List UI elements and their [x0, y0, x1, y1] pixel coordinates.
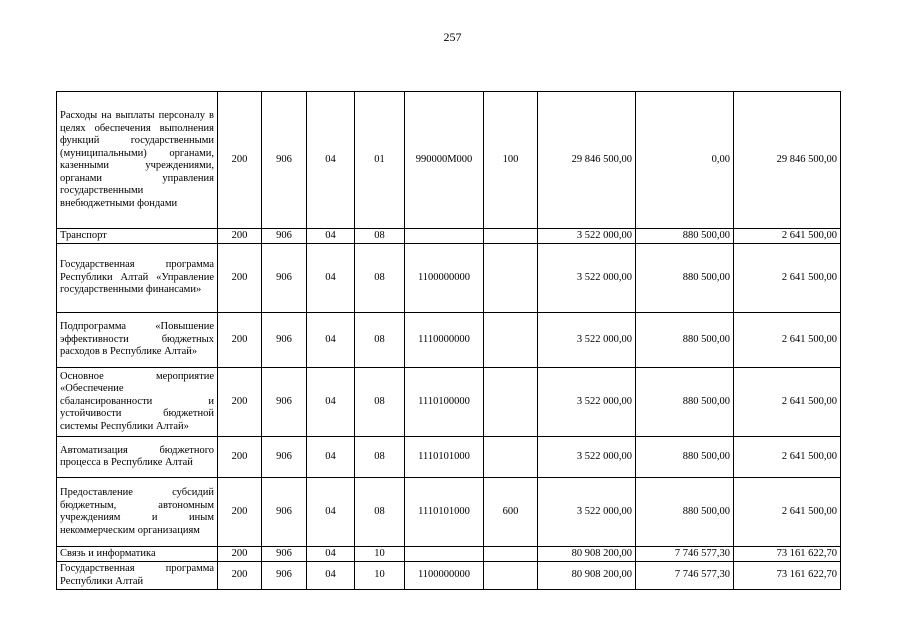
cell-pr: 08 [355, 368, 405, 437]
cell-rz: 04 [307, 368, 355, 437]
cell-rz: 04 [307, 244, 355, 313]
cell-col3: 73 161 622,70 [734, 562, 841, 590]
row-name: Автоматизация бюджетного процесса в Республике Алтай [57, 437, 218, 478]
cell-col2: 0,00 [636, 92, 734, 229]
cell-vr [484, 562, 538, 590]
cell-col3: 2 641 500,00 [734, 244, 841, 313]
cell-total: 80 908 200,00 [538, 562, 636, 590]
cell-col2: 7 746 577,30 [636, 547, 734, 562]
cell-grbs: 200 [218, 313, 262, 368]
table-row [57, 478, 841, 547]
cell-grbs: 200 [218, 547, 262, 562]
cell-rz: 04 [307, 437, 355, 478]
cell-col2: 880 500,00 [636, 244, 734, 313]
cell-ved: 906 [262, 92, 307, 229]
cell-grbs: 200 [218, 562, 262, 590]
cell-ved: 906 [262, 244, 307, 313]
cell-col2: 880 500,00 [636, 368, 734, 437]
cell-csr: 1110101000 [405, 478, 484, 547]
page-number: 257 [443, 30, 462, 44]
cell-grbs: 200 [218, 478, 262, 547]
cell-csr: 1110000000 [405, 313, 484, 368]
cell-pr: 10 [355, 562, 405, 590]
cell-ved: 906 [262, 313, 307, 368]
cell-total: 3 522 000,00 [538, 229, 636, 244]
row-name: Предоставление субсидий бюджетным, автономным учреждениям и иным некоммерческим организациям [57, 478, 218, 547]
cell-rz: 04 [307, 547, 355, 562]
cell-ved: 906 [262, 547, 307, 562]
cell-col2: 880 500,00 [636, 437, 734, 478]
table-row [57, 92, 841, 229]
cell-col3: 2 641 500,00 [734, 437, 841, 478]
cell-ved: 906 [262, 368, 307, 437]
cell-col3: 2 641 500,00 [734, 229, 841, 244]
cell-csr: 1100000000 [405, 244, 484, 313]
cell-pr: 08 [355, 313, 405, 368]
cell-grbs: 200 [218, 244, 262, 313]
cell-col2: 880 500,00 [636, 313, 734, 368]
cell-col3: 2 641 500,00 [734, 313, 841, 368]
cell-ved: 906 [262, 478, 307, 547]
row-name: Подпрограмма «Повышение эффективности бюджетных расходов в Республике Алтай» [57, 313, 218, 368]
cell-total: 3 522 000,00 [538, 437, 636, 478]
cell-ved: 906 [262, 229, 307, 244]
cell-pr: 08 [355, 437, 405, 478]
cell-rz: 04 [307, 92, 355, 229]
cell-vr [484, 368, 538, 437]
cell-vr: 100 [484, 92, 538, 229]
table-row [57, 368, 841, 437]
cell-ved: 906 [262, 562, 307, 590]
cell-csr: 1110100000 [405, 368, 484, 437]
table-row [57, 229, 841, 244]
cell-total: 80 908 200,00 [538, 547, 636, 562]
cell-col3: 2 641 500,00 [734, 368, 841, 437]
table-row [57, 313, 841, 368]
cell-vr [484, 313, 538, 368]
table-row [57, 244, 841, 313]
cell-vr [484, 244, 538, 313]
budget-table [56, 91, 841, 590]
cell-vr [484, 229, 538, 244]
cell-pr: 01 [355, 92, 405, 229]
row-name: Связь и информатика [57, 547, 218, 562]
table-body [57, 92, 841, 590]
cell-col3: 29 846 500,00 [734, 92, 841, 229]
cell-grbs: 200 [218, 437, 262, 478]
cell-rz: 04 [307, 313, 355, 368]
cell-csr: 1100000000 [405, 562, 484, 590]
row-name: Государственная программа Республики Алтай [57, 562, 218, 590]
row-name: Расходы на выплаты персоналу в целях обеспечения выполнения функций государственными (муниципальными) органами, казенными учреждениями, органами управления государственными внебюджетными фондами [57, 92, 218, 229]
cell-csr: 990000М000 [405, 92, 484, 229]
cell-pr: 08 [355, 244, 405, 313]
cell-pr: 10 [355, 547, 405, 562]
cell-pr: 08 [355, 478, 405, 547]
row-name: Основное мероприятие «Обеспечение сбалансированности и устойчивости бюджетной системы Республики Алтай» [57, 368, 218, 437]
cell-pr: 08 [355, 229, 405, 244]
cell-grbs: 200 [218, 368, 262, 437]
cell-ved: 906 [262, 437, 307, 478]
cell-total: 29 846 500,00 [538, 92, 636, 229]
cell-col2: 880 500,00 [636, 478, 734, 547]
table-row [57, 437, 841, 478]
cell-csr [405, 229, 484, 244]
table-row [57, 562, 841, 590]
cell-vr [484, 437, 538, 478]
cell-total: 3 522 000,00 [538, 368, 636, 437]
row-name: Транспорт [57, 229, 218, 244]
cell-csr: 1110101000 [405, 437, 484, 478]
cell-grbs: 200 [218, 92, 262, 229]
cell-csr [405, 547, 484, 562]
cell-rz: 04 [307, 562, 355, 590]
cell-total: 3 522 000,00 [538, 478, 636, 547]
cell-col3: 73 161 622,70 [734, 547, 841, 562]
cell-col2: 880 500,00 [636, 229, 734, 244]
cell-total: 3 522 000,00 [538, 313, 636, 368]
cell-col3: 2 641 500,00 [734, 478, 841, 547]
row-name: Государственная программа Республики Алтай «Управление государственными финансами» [57, 244, 218, 313]
cell-vr: 600 [484, 478, 538, 547]
cell-total: 3 522 000,00 [538, 244, 636, 313]
table-row [57, 547, 841, 562]
cell-grbs: 200 [218, 229, 262, 244]
cell-rz: 04 [307, 478, 355, 547]
cell-rz: 04 [307, 229, 355, 244]
cell-col2: 7 746 577,30 [636, 562, 734, 590]
cell-vr [484, 547, 538, 562]
